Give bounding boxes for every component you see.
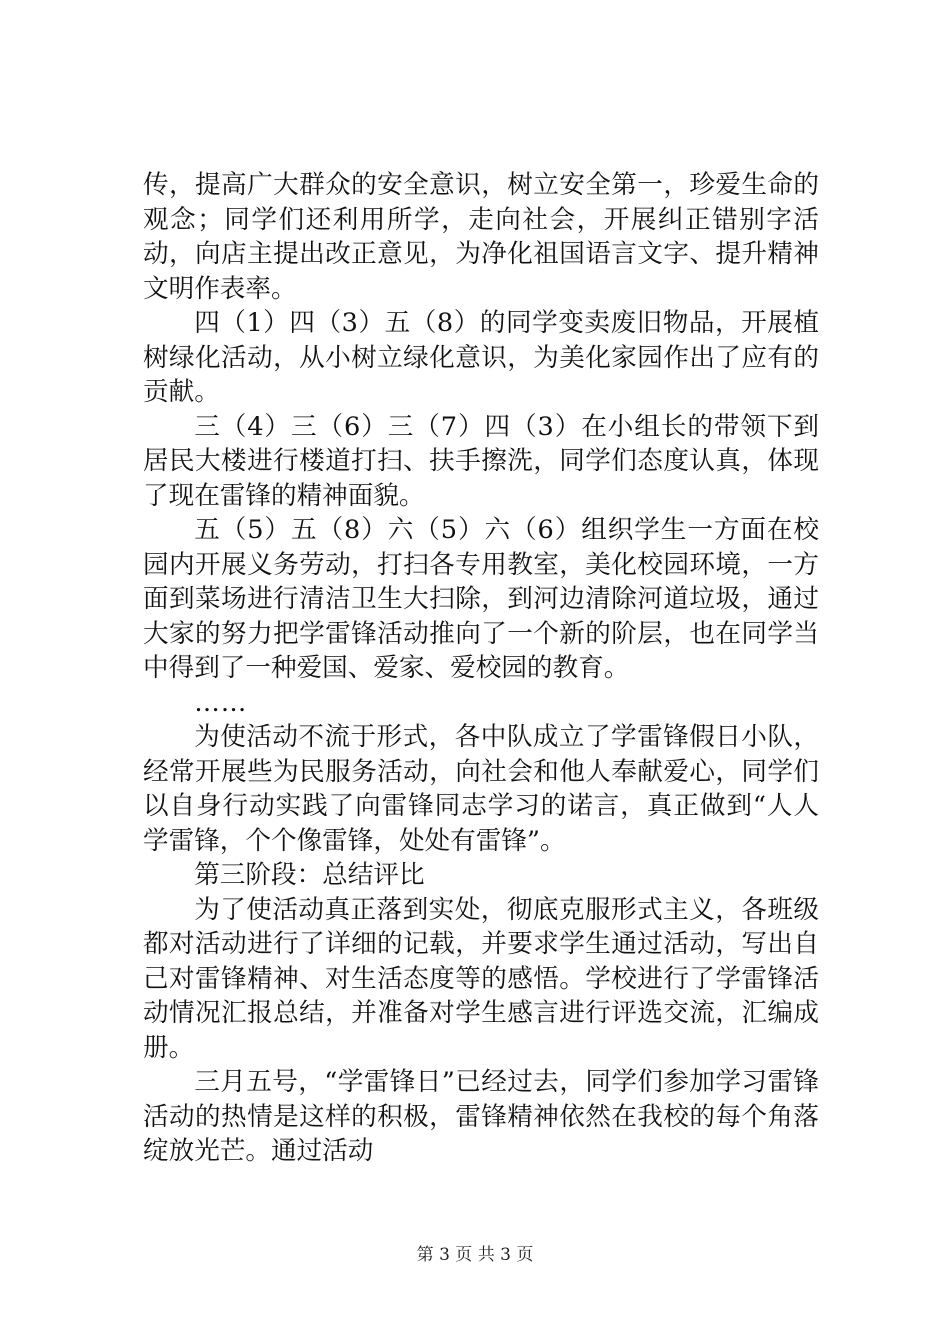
paragraph-holiday-team: 为使活动不流于形式，各中队成立了学雷锋假日小队，经常开展些为民服务活动，向社会和他人奉献爱心，同学们以自身行动实践了向雷锋同志学习的诺言，真正做到“人人学雷锋，个个像雷锋，处处有雷锋”。 (143, 722, 819, 856)
paragraph-summary-records: 为了使活动真正落到实处，彻底克服形式主义，各班级都对活动进行了详细的记载，并要求学生通过活动，写出自己对雷锋精神、对生活态度等的感悟。学校进行了学雷锋活动情况汇报总结，并准备对学生感言进行评选交流，汇编成册。 (143, 894, 819, 1063)
page-number-label: 第 3 页 共 3 页 (416, 1245, 534, 1265)
paragraph-stairway-cleaning: 三（4）三（6）三（7）四（3）在小组长的带领下到居民大楼进行楼道打扫、扶手擦洗，同学们态度认真，体现了现在雷锋的精神面貌。 (143, 411, 819, 511)
paragraph-continued: 传，提高广大群众的安全意识，树立安全第一，珍爱生命的观念；同学们还利用所学，走向社会，开展纠正错别字活动，向店主提出改正意见，为净化祖国语言文字、提升精神文明作表率。 (143, 170, 819, 304)
paragraph-planting-activity: 四（1）四（3）五（8）的同学变卖废旧物品，开展植树绿化活动，从小树立绿化意识，为美化家园作出了应有的贡献。 (143, 308, 819, 407)
page-footer (0, 1243, 950, 1267)
paragraph-closing: 三月五号，“学雷锋日”已经过去，同学们参加学习雷锋活动的热情是这样的积极，雷锋精神依然在我校的每个角落绽放光芒。通过活动 (143, 1067, 819, 1166)
paragraph-ellipsis: …… (194, 687, 248, 718)
section-heading-stage-three: 第三阶段：总结评比 (194, 860, 425, 890)
paragraph-volunteer-labor: 五（5）五（8）六（5）六（6）组织学生一方面在校园内开展义务劳动，打扫各专用教室，美化校园环境，一方面到菜场进行清洁卫生大扫除，到河边清除河道垃圾，通过大家的努力把学雷锋活动推向了一个新的阶层，也在同学当中得到了一种爱国、爱家、爱校园的教育。 (143, 515, 819, 683)
document-body (143, 168, 819, 1169)
